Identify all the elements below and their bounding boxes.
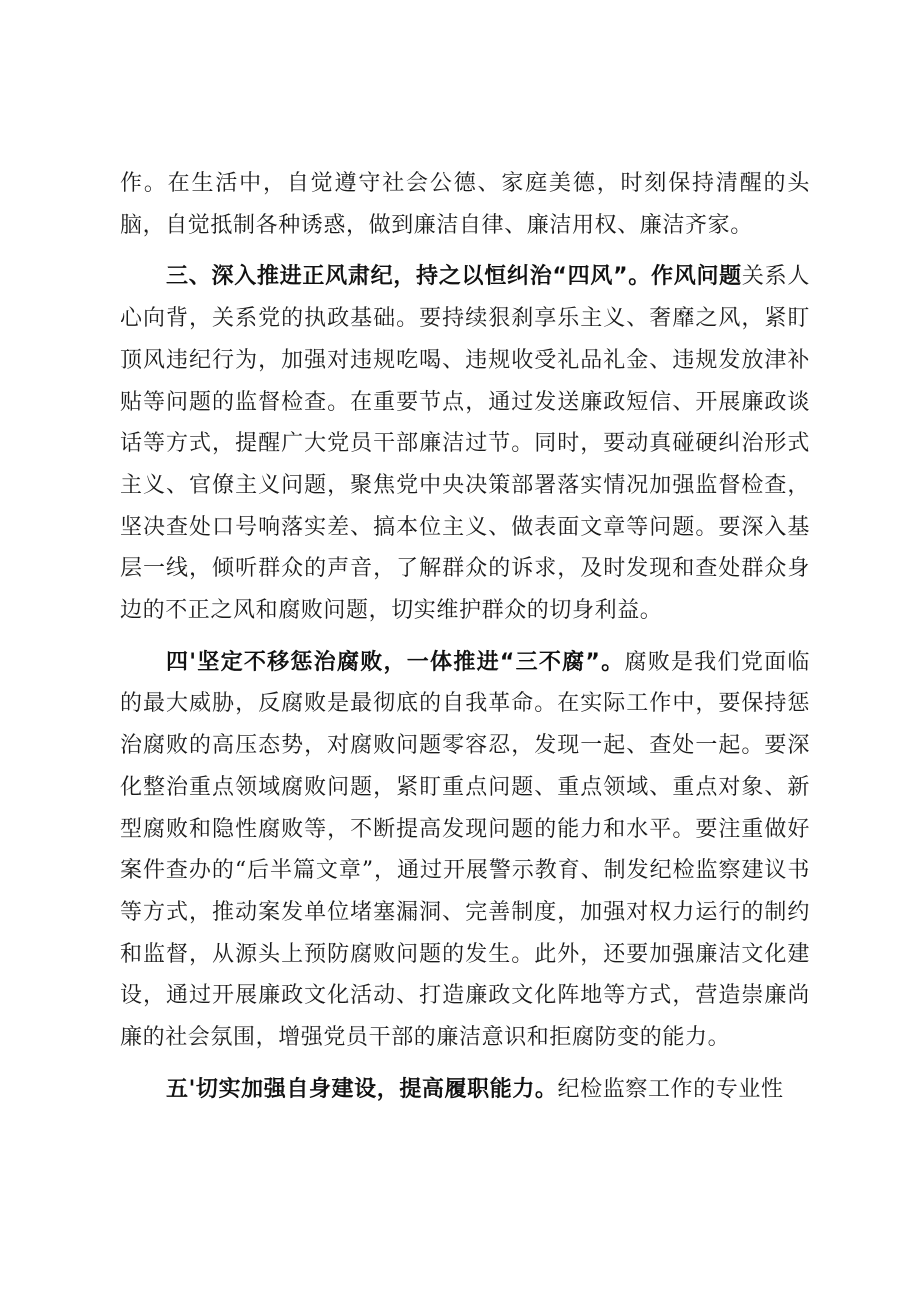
paragraph-continuation [120, 163, 810, 246]
paragraph-section-three [120, 256, 810, 631]
paragraph-text: 腐败是我们党面临的最大威胁，反腐败是最彻底的自我革命。在实际工作中，要保持惩治腐败的高压态势，对腐败问题零容忍，发现一起、查处一起。要深化整治重点领域腐败问题，紧盯重点问题、重点领域、重点对象、新型腐败和隐性腐败等，不断提高发现问题的能力和水平。要注重做好案件查办的“后半篇文章”，通过开展警示教育、制发纪检监察建议书等方式，推动案发单位堵塞漏洞、完善制度，加强对权力运行的制约和监督，从源头上预防腐败问题的发生。此外，还要加强廉洁文化建设，通过开展廉政文化活动、打造廉政文化阵地等方式，营造崇廉尚廉的社会氛围，增强党员干部的廉洁意识和拒腐防变的能力。 [120, 649, 810, 1051]
paragraph-section-four [120, 642, 810, 1059]
section-heading: 三、深入推进正风肃纪，持之以恒纠治“四风”。作风问题 [166, 264, 742, 290]
paragraph-text: 关系人心向背，关系党的执政基础。要持续狠刹享乐主义、奢靡之风，紧盯顶风违纪行为，加强对违规吃喝、违规收受礼品礼金、违规发放津补贴等问题的监督检查。在重要节点，通过发送廉政短信、开展廉政谈话等方式，提醒广大党员干部廉洁过节。同时，要动真碰硬纠治形式主义、官僚主义问题，聚焦党中央决策部署落实情况加强监督检查，坚决查处口号响落实差、搞本位主义、做表面文章等问题。要深入基层一线，倾听群众的声音，了解群众的诉求，及时发现和查处群众身边的不正之风和腐败问题，切实维护群众的切身利益。 [120, 264, 810, 624]
paragraph-section-five [120, 1069, 810, 1111]
document-body [120, 163, 810, 1120]
section-heading: 五'切实加强自身建设，提高履职能力。 [166, 1076, 558, 1102]
paragraph-text: 纪检监察工作的专业性 [557, 1076, 784, 1102]
section-heading: 四'坚定不移惩治腐败，一体推进“三不腐”。 [166, 649, 625, 675]
paragraph-text: 作。在生活中，自觉遵守社会公德、家庭美德，时刻保持清醒的头脑，自觉抵制各种诱惑，做到廉洁自律、廉洁用权、廉洁齐家。 [120, 171, 810, 238]
